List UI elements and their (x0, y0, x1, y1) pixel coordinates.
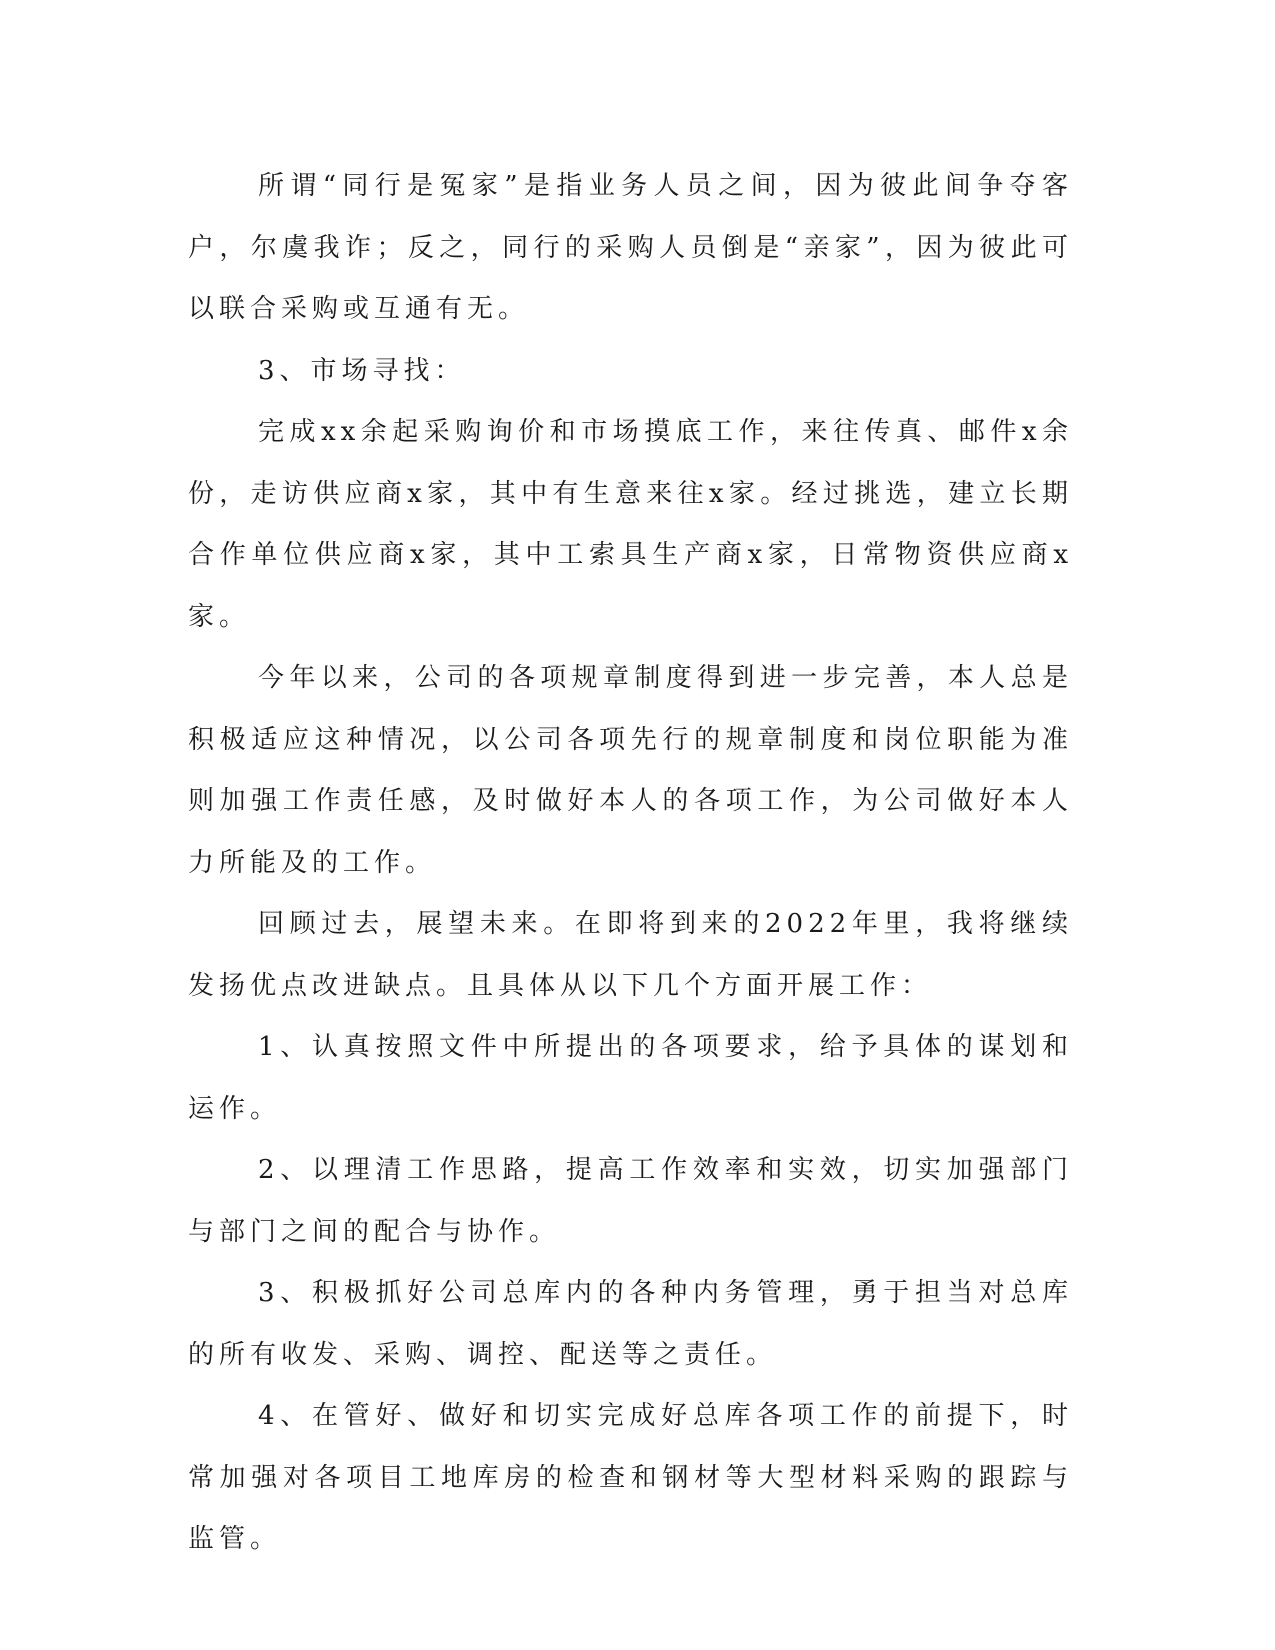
plan-item-1: 1、认真按照文件中所提出的各项要求，给予具体的谋划和运作。 (188, 1032, 1073, 1124)
paragraph-rules-adaptation: 今年以来，公司的各项规章制度得到进一步完善，本人总是积极适应这种情况，以公司各项先行的规章制度和岗位职能为准则加强工作责任感，及时做好本人的各项工作，为公司做好本人力所能及的工作。 (188, 663, 1073, 878)
plan-item-2: 2、以理清工作思路，提高工作效率和实效，切实加强部门与部门之间的配合与协作。 (188, 1155, 1073, 1247)
paragraph-outlook: 回顾过去，展望未来。在即将到来的2022年里，我将继续发扬优点改进缺点。且具体从以下几个方面开展工作： (188, 909, 1073, 1001)
paragraph-colleague-relations: 所谓“同行是冤家”是指业务人员之间，因为彼此间争夺客户，尔虞我诈；反之，同行的采购人员倒是“亲家”，因为彼此可以联合采购或互通有无。 (188, 171, 1073, 324)
plan-item-3: 3、积极抓好公司总库内的各种内务管理，勇于担当对总库的所有收发、采购、调控、配送等之责任。 (188, 1278, 1073, 1370)
plan-item-4: 4、在管好、做好和切实完成好总库各项工作的前提下，时常加强对各项目工地库房的检查和钢材等大型材料采购的跟踪与监管。 (188, 1401, 1073, 1554)
document-body (188, 156, 1073, 1571)
heading-market-search: 3、市场寻找： (258, 355, 466, 386)
paragraph-procurement-inquiry: 完成xx余起采购询价和市场摸底工作，来往传真、邮件x余份，走访供应商x家，其中有生意来往x家。经过挑选，建立长期合作单位供应商x家，其中工索具生产商x家，日常物资供应商x家。 (188, 417, 1073, 632)
